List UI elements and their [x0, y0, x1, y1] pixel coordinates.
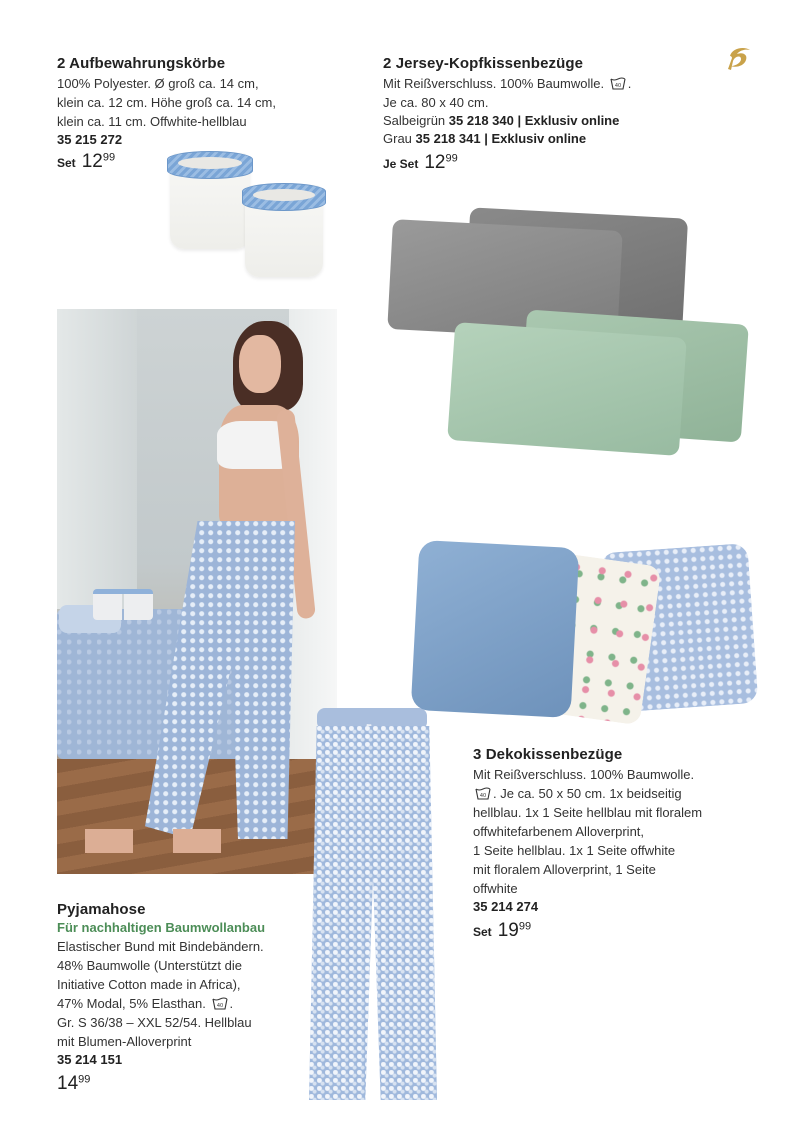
baskets-desc-line: 100% Polyester. Ø groß ca. 14 cm, [57, 76, 259, 91]
price-prefix: Set [473, 925, 492, 939]
woman-face [239, 335, 281, 393]
cushions-desc-line: 1 Seite hellblau. 1x 1 Seite offwhite [473, 843, 676, 858]
pants-desc-line: mit Blumen-Alloverprint [57, 1034, 192, 1049]
pillowcases-desc-line: Je ca. 80 x 40 cm. [383, 95, 489, 110]
shelf-baskets [93, 589, 153, 620]
baskets-desc-line: klein ca. 11 cm. Offwhite-hellblau [57, 114, 247, 129]
woman-feet [77, 829, 237, 853]
pillowcases-variant-sage [383, 112, 713, 130]
price-main: 12 [81, 151, 103, 172]
variant-label: Grau [383, 131, 412, 146]
baskets-title: 2 Aufbewahrungskörbe [57, 55, 226, 72]
cushions-desc-line: mit floralem Alloverprint, 1 Seite [473, 862, 656, 877]
cushions-title: 3 Dekokissenbezüge [473, 746, 623, 763]
cushions-desc-line: offwhite [473, 881, 518, 896]
desc-text: Mit Reißverschluss. 100% Baumwolle. [383, 76, 605, 91]
desc-text: 47% Modal, 5% Elasthan. [57, 996, 206, 1011]
basket-inner [178, 157, 242, 169]
pants-desc-line: 48% Baumwolle (Unterstützt die [57, 958, 242, 973]
cushions-desc-line: Mit Reißverschluss. 100% Baumwolle. [473, 767, 695, 782]
price-cents: 99 [102, 151, 116, 164]
cushions-desc-line: hellblau. 1x 1 Seite hellblau mit floralem [473, 805, 703, 820]
variant-label: Salbeigrün [383, 113, 446, 128]
pants-text-block [57, 901, 302, 1095]
price-cents: 99 [518, 920, 532, 933]
pillowcases-title: 2 Jersey-Kopfkissenbezüge [383, 55, 584, 72]
cushions-article-code: 35 214 274 [473, 899, 539, 914]
svg-text:40: 40 [479, 793, 487, 799]
variant-code: 35 218 341 | Exklusiv online [415, 131, 587, 146]
desc-text: . [229, 996, 234, 1011]
small-basket [245, 185, 323, 277]
cushions-price [473, 920, 773, 942]
price-value [82, 151, 115, 173]
price-prefix: Set [57, 156, 76, 170]
pants-desc-line [57, 994, 302, 1013]
desc-text: . Je ca. 50 x 50 cm. 1x beidseitig [493, 786, 682, 801]
pants-article-code: 35 214 151 [57, 1052, 123, 1067]
baskets-image [165, 145, 335, 285]
svg-text:40: 40 [614, 83, 621, 89]
wash-40-icon [212, 997, 228, 1010]
pillowcases-text-block [383, 55, 713, 174]
price-main: 12 [424, 152, 446, 173]
cushions-desc-line: offwhitefarbenem Alloverprint, [473, 824, 645, 839]
pyjama-lifestyle-photo [57, 309, 337, 874]
price-cents: 99 [78, 1073, 91, 1086]
price-prefix: Je Set [383, 157, 419, 171]
cushions-image [405, 540, 760, 725]
green-pillow-front [447, 322, 687, 456]
pillowcases-price [383, 152, 713, 174]
pillowcases-image [385, 205, 750, 465]
cushion-light-blue [411, 540, 580, 718]
pants-desc-line: Elastischer Bund mit Bindebändern. [57, 939, 264, 954]
pants-desc-line: Gr. S 36/38 – XXL 52/54. Hellblau [57, 1015, 252, 1030]
pyjama-pants-image [309, 708, 437, 1100]
pants-title: Pyjamahose [57, 901, 146, 918]
cushions-desc-line [473, 784, 773, 803]
price-main: 14 [57, 1073, 79, 1094]
pants-sustainability-subtitle: Für nachhaltigen Baumwollanbau [57, 920, 266, 935]
wash-40-icon [610, 77, 626, 90]
pants-desc-line: Initiative Cotton made in Africa), [57, 977, 241, 992]
baskets-article-code: 35 215 272 [57, 132, 123, 147]
pants-legs [309, 726, 437, 1100]
cushions-text-block [473, 746, 773, 942]
price-value [498, 920, 531, 942]
baskets-desc-line: klein ca. 12 cm. Höhe groß ca. 14 cm, [57, 95, 276, 110]
price-value [57, 1073, 90, 1095]
pillowcases-desc-line [383, 74, 713, 93]
price-main: 19 [497, 920, 519, 941]
pillowcases-variant-grey [383, 130, 713, 148]
variant-code: 35 218 340 | Exklusiv online [448, 113, 620, 128]
window-light [57, 309, 137, 609]
price-cents: 99 [445, 152, 458, 165]
basket-inner [253, 189, 315, 201]
brand-logo-icon [722, 42, 756, 76]
wash-40-icon [475, 787, 491, 800]
price-value [424, 152, 457, 174]
svg-text:40: 40 [216, 1003, 223, 1009]
pants-price [57, 1073, 302, 1095]
desc-text: . [627, 76, 632, 91]
large-basket [170, 153, 250, 249]
